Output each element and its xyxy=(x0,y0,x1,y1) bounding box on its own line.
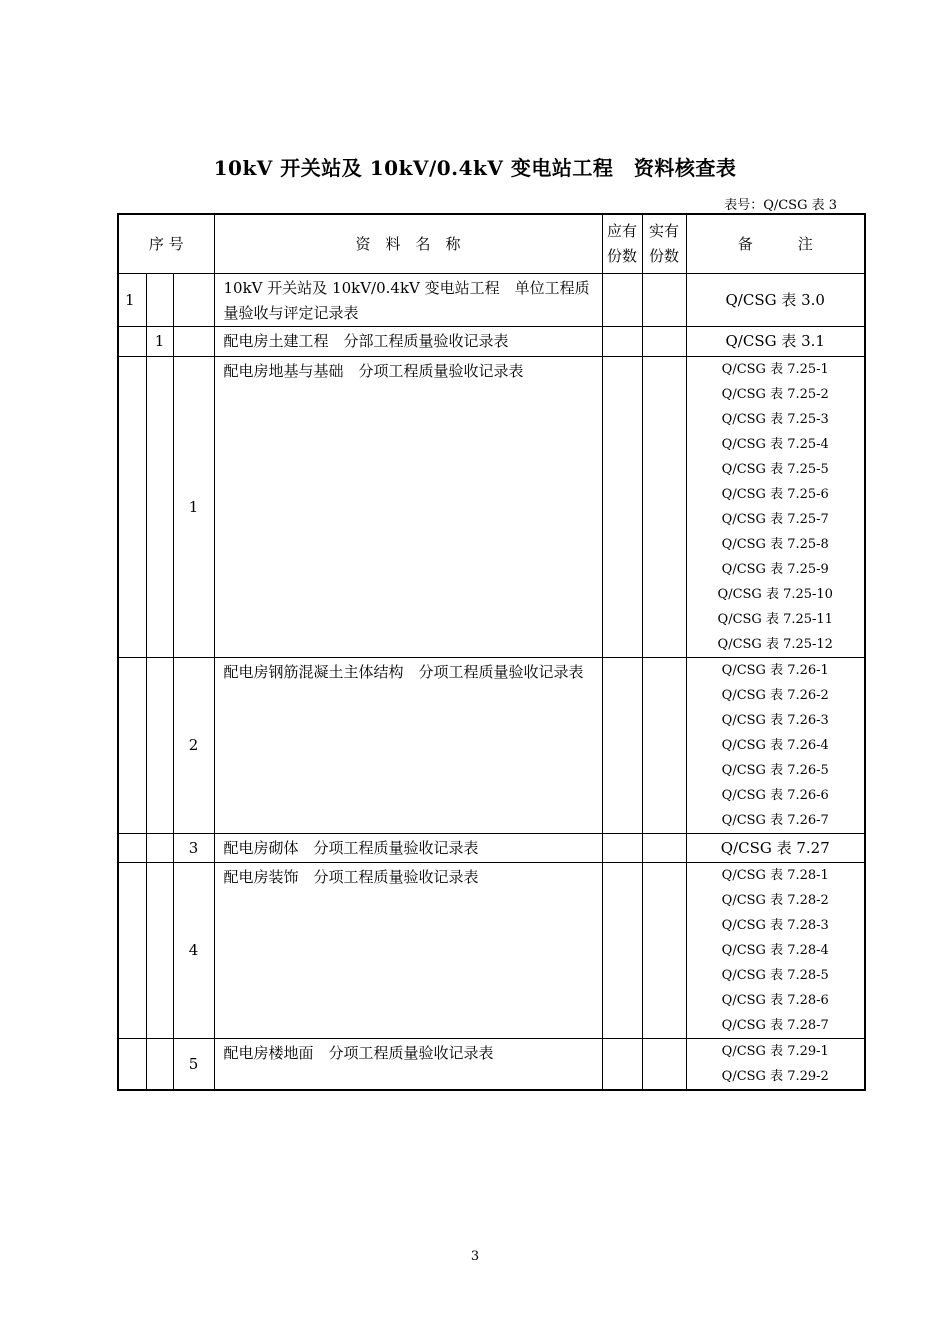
seq-level2: 1 xyxy=(146,327,173,357)
form-code: Q/CSG 表 7.25-2 xyxy=(721,387,829,402)
form-code: Q/CSG 表 7.28-5 xyxy=(721,968,829,983)
form-number: 表号：Q/CSG 表 3 xyxy=(724,198,837,213)
table-row xyxy=(118,274,865,327)
actual-count[interactable] xyxy=(642,1039,686,1091)
table-row xyxy=(118,658,865,834)
form-code: Q/CSG 表 7.29-1 xyxy=(721,1044,829,1059)
form-code-list xyxy=(686,863,865,1039)
record-name: 配电房地基与基础 分项工程质量验收记录表 xyxy=(214,357,602,658)
empty-cell xyxy=(146,834,173,863)
actual-count[interactable] xyxy=(642,834,686,863)
form-code: Q/CSG 表 7.26-5 xyxy=(721,763,829,778)
form-code: Q/CSG 表 7.28-3 xyxy=(721,918,829,933)
form-code: Q/CSG 表 7.26-4 xyxy=(721,738,829,753)
record-name: 配电房钢筋混凝土主体结构 分项工程质量验收记录表 xyxy=(214,658,602,834)
form-code: Q/CSG 表 7.25-3 xyxy=(721,412,829,427)
page-title: 10kV 开关站及 10kV/0.4kV 变电站工程 资料核查表 xyxy=(213,156,737,180)
form-code: Q/CSG 表 7.27 xyxy=(686,834,865,863)
seq-level3: 1 xyxy=(173,357,214,658)
table-row xyxy=(118,327,865,357)
header-should: 应有份数 xyxy=(602,214,642,274)
header-name: 资 料 名 称 xyxy=(214,214,602,274)
form-code: Q/CSG 表 7.25-12 xyxy=(717,637,833,652)
should-count[interactable] xyxy=(602,658,642,834)
should-count[interactable] xyxy=(602,834,642,863)
form-code: Q/CSG 表 7.26-6 xyxy=(721,788,829,803)
seq-level3: 2 xyxy=(173,658,214,834)
empty-cell xyxy=(118,863,146,1039)
header-seq: 序 号 xyxy=(118,214,214,274)
form-code: Q/CSG 表 7.25-1 xyxy=(721,362,829,377)
form-code: Q/CSG 表 7.25-7 xyxy=(721,512,829,527)
form-code: Q/CSG 表 7.25-9 xyxy=(721,562,829,577)
record-name: 配电房装饰 分项工程质量验收记录表 xyxy=(214,863,602,1039)
empty-cell xyxy=(146,863,173,1039)
actual-count[interactable] xyxy=(642,274,686,327)
header-row xyxy=(118,214,865,274)
form-code: Q/CSG 表 7.28-6 xyxy=(721,993,829,1008)
form-code: Q/CSG 表 7.26-1 xyxy=(721,663,829,678)
form-code: Q/CSG 表 7.25-4 xyxy=(721,437,829,452)
should-count[interactable] xyxy=(602,357,642,658)
actual-count[interactable] xyxy=(642,863,686,1039)
empty-cell xyxy=(146,357,173,658)
empty-cell xyxy=(118,357,146,658)
form-code: Q/CSG 表 3.0 xyxy=(686,274,865,327)
should-count[interactable] xyxy=(602,863,642,1039)
form-code-list xyxy=(686,658,865,834)
should-count[interactable] xyxy=(602,274,642,327)
form-code: Q/CSG 表 3.1 xyxy=(686,327,865,357)
empty-cell xyxy=(118,658,146,834)
record-name: 配电房楼地面 分项工程质量验收记录表 xyxy=(214,1039,602,1091)
form-code: Q/CSG 表 7.25-6 xyxy=(721,487,829,502)
form-code: Q/CSG 表 7.25-10 xyxy=(717,587,833,602)
form-code: Q/CSG 表 7.28-7 xyxy=(721,1018,829,1033)
form-code: Q/CSG 表 7.29-2 xyxy=(721,1069,829,1084)
form-code: Q/CSG 表 7.25-11 xyxy=(717,612,833,627)
empty-cell xyxy=(146,1039,173,1091)
form-code: Q/CSG 表 7.25-5 xyxy=(721,462,829,477)
table-row xyxy=(118,863,865,1039)
header-actual: 实有份数 xyxy=(642,214,686,274)
seq-level3: 4 xyxy=(173,863,214,1039)
form-code: Q/CSG 表 7.26-7 xyxy=(721,813,829,828)
empty-cell xyxy=(146,274,173,327)
should-count[interactable] xyxy=(602,1039,642,1091)
form-code: Q/CSG 表 7.28-4 xyxy=(721,943,829,958)
record-name: 配电房土建工程 分部工程质量验收记录表 xyxy=(214,327,602,357)
seq-level3: 3 xyxy=(173,834,214,863)
seq-level3: 5 xyxy=(173,1039,214,1091)
empty-cell xyxy=(173,274,214,327)
table-row xyxy=(118,1039,865,1091)
table-row xyxy=(118,357,865,658)
actual-count[interactable] xyxy=(642,658,686,834)
form-code: Q/CSG 表 7.26-2 xyxy=(721,688,829,703)
empty-cell xyxy=(173,327,214,357)
record-name: 配电房砌体 分项工程质量验收记录表 xyxy=(214,834,602,863)
empty-cell xyxy=(118,327,146,357)
page-number: 3 xyxy=(470,1249,480,1264)
inspection-table xyxy=(117,213,866,1091)
table-row xyxy=(118,834,865,863)
empty-cell xyxy=(118,1039,146,1091)
actual-count[interactable] xyxy=(642,327,686,357)
record-name: 10kV 开关站及 10kV/0.4kV 变电站工程 单位工程质量验收与评定记录表 xyxy=(214,274,602,327)
actual-count[interactable] xyxy=(642,357,686,658)
empty-cell xyxy=(118,834,146,863)
form-code: Q/CSG 表 7.28-1 xyxy=(721,868,829,883)
form-code: Q/CSG 表 7.28-2 xyxy=(721,893,829,908)
form-code-list xyxy=(686,357,865,658)
form-code-list xyxy=(686,1039,865,1091)
empty-cell xyxy=(146,658,173,834)
form-code: Q/CSG 表 7.25-8 xyxy=(721,537,829,552)
should-count[interactable] xyxy=(602,327,642,357)
seq-level1: 1 xyxy=(118,274,146,327)
header-remarks: 备 注 xyxy=(686,214,865,274)
form-code: Q/CSG 表 7.26-3 xyxy=(721,713,829,728)
